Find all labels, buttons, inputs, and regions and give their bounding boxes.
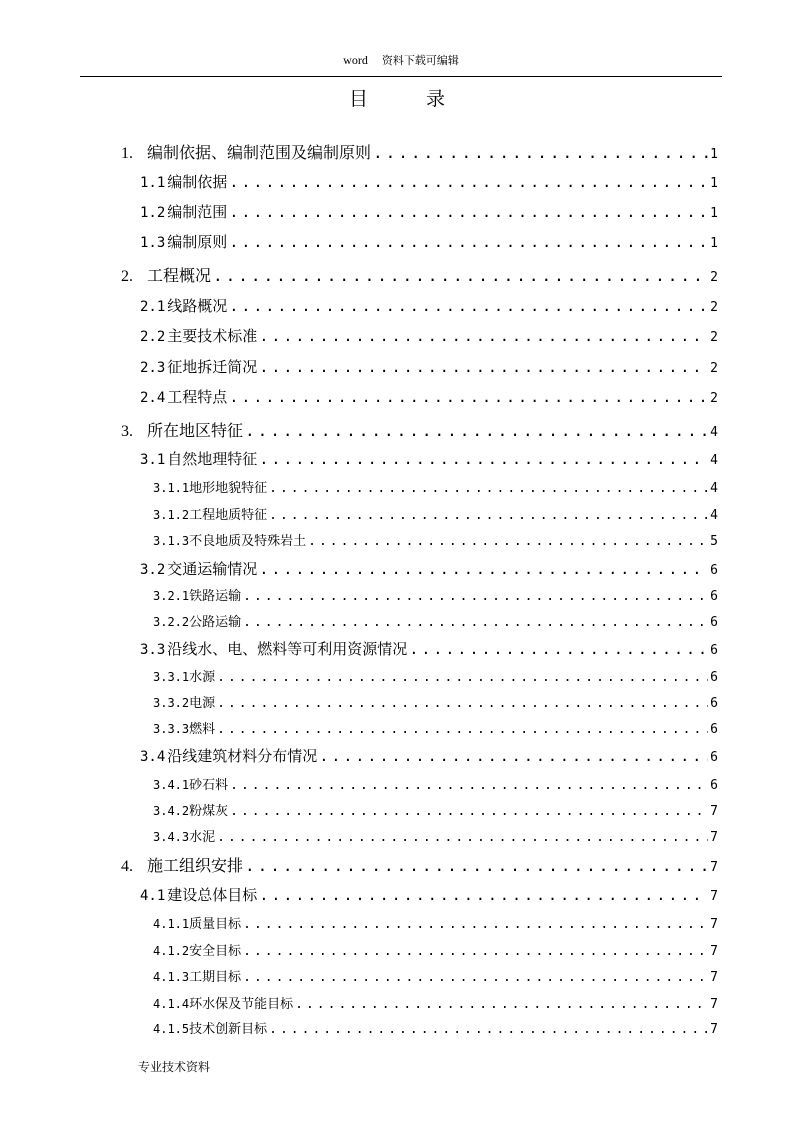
toc-entry-number: 3.4.3 [153, 830, 190, 844]
toc-entry-number: 3.2.2 [153, 615, 190, 629]
toc-entry-number: 2.3 [140, 360, 166, 376]
toc-entry-page: 6 [710, 615, 718, 630]
toc-dot-leader [243, 917, 708, 932]
toc-entry-title: 电源 [189, 696, 216, 711]
toc-entry-number: 3.3.3 [153, 722, 190, 736]
toc-dot-leader [269, 1022, 708, 1037]
toc-entry-label [140, 638, 407, 659]
toc-entry-number: 3.1.2 [153, 508, 190, 522]
toc-entry-title: 技术创新目标 [189, 1022, 268, 1037]
toc-entry-number: 3. [121, 423, 133, 440]
toc-dot-leader [308, 534, 708, 549]
toc-entry-title: 编制依据、编制范围及编制原则 [147, 143, 372, 162]
toc-entry-label [153, 913, 241, 932]
toc-entry-title: 砂石料 [189, 778, 229, 793]
toc-entry[interactable] [140, 295, 718, 316]
toc-dot-leader [243, 615, 708, 630]
toc-dot-leader [217, 722, 708, 737]
toc-entry-page: 6 [710, 670, 718, 685]
toc-entry-title: 燃料 [189, 722, 216, 737]
toc-entry-title: 铁路运输 [189, 589, 242, 604]
toc-entry[interactable] [140, 201, 718, 222]
toc-entry-label [140, 201, 227, 222]
toc-entry-number: 3.1.3 [153, 534, 190, 548]
toc-entry-label [153, 477, 267, 496]
toc-entry-page: 2 [710, 361, 718, 376]
toc-entry[interactable] [153, 585, 718, 604]
toc-entry-title: 地形地貌特征 [189, 481, 268, 496]
toc-entry-page: 7 [710, 889, 718, 904]
toc-entry-title: 建设总体目标 [167, 886, 258, 904]
toc-entry-number: 3.3.2 [153, 696, 190, 710]
toc-entry-number: 4.1.2 [153, 944, 190, 958]
toc-dot-leader [243, 589, 708, 604]
toc-entry-label [153, 504, 267, 523]
toc-entry[interactable] [153, 666, 718, 685]
toc-entry-number: 4.1.4 [153, 997, 190, 1011]
toc-entry-page: 7 [710, 997, 718, 1012]
toc-entry[interactable] [140, 638, 718, 659]
toc-entry-label [140, 884, 257, 905]
toc-entry-title: 工程特点 [167, 388, 228, 406]
toc-entry-page: 4 [710, 508, 718, 523]
toc-entry[interactable] [153, 477, 718, 496]
toc-entry[interactable] [140, 386, 718, 407]
toc-entry-number: 4.1 [140, 888, 166, 904]
toc-entry-label [121, 140, 371, 163]
toc-entry-number: 1.1 [140, 175, 166, 191]
toc-title: 目 录 [348, 88, 472, 110]
toc-entry-label [140, 386, 227, 407]
toc-dot-leader [230, 778, 708, 793]
toc-entry[interactable] [153, 530, 718, 549]
toc-entry-page: 2 [710, 300, 718, 315]
toc-dot-leader [269, 481, 708, 496]
toc-entry[interactable] [140, 171, 718, 192]
toc-entry-title: 所在地区特征 [147, 421, 244, 440]
toc-entry-page: 6 [710, 696, 718, 711]
toc-entry-title: 自然地理特征 [167, 450, 258, 468]
toc-dot-leader [230, 804, 708, 819]
toc-entry-page: 4 [710, 481, 718, 496]
toc-entry-title: 工期目标 [189, 970, 242, 985]
toc-dot-leader [213, 266, 708, 285]
toc-entry-title: 交通运输情况 [167, 560, 258, 578]
toc-entry[interactable] [153, 800, 718, 819]
toc-entry-title: 水源 [189, 670, 216, 685]
toc-entry-label [153, 1018, 267, 1037]
toc-entry[interactable] [153, 940, 718, 959]
toc-dot-leader [229, 173, 708, 191]
toc-entry-label [140, 325, 257, 346]
toc-entry[interactable] [153, 966, 718, 985]
toc-entry-title: 编制原则 [167, 233, 228, 251]
toc-entry-page: 7 [710, 804, 718, 819]
toc-entry[interactable] [153, 611, 718, 630]
toc-entry[interactable] [140, 325, 718, 346]
toc-entry-page: 7 [710, 917, 718, 932]
toc-entry-title: 线路概况 [167, 297, 228, 315]
toc-entry[interactable] [153, 504, 718, 523]
toc-entry[interactable] [153, 774, 718, 793]
toc-dot-leader [217, 830, 708, 845]
toc-entry-label [153, 692, 215, 711]
toc-dot-leader [217, 670, 708, 685]
toc-entry-number: 4.1.1 [153, 917, 190, 931]
toc-entry-page: 6 [710, 722, 718, 737]
toc-entry-title: 环水保及节能目标 [189, 997, 294, 1012]
toc-entry-number: 3.1.1 [153, 481, 190, 495]
toc-dot-leader [409, 640, 708, 658]
toc-entry-page: 7 [710, 970, 718, 985]
toc-entry-label [140, 171, 227, 192]
toc-entry-number: 1.3 [140, 235, 166, 251]
toc-dot-leader [259, 560, 708, 578]
toc-dot-leader [259, 327, 708, 345]
toc-entry-page: 4 [710, 425, 718, 440]
toc-entry[interactable] [140, 231, 718, 252]
toc-entry-label [140, 356, 257, 377]
toc-entry-page: 1 [710, 236, 718, 251]
toc-entry-page: 7 [710, 860, 718, 875]
toc-dot-leader [259, 886, 708, 904]
toc-dot-leader [269, 508, 708, 523]
toc-dot-leader [319, 747, 708, 765]
toc-dot-leader [229, 233, 708, 251]
header-word: word [343, 53, 368, 67]
toc-entry-title: 主要技术标准 [167, 327, 258, 345]
toc-dot-leader [217, 696, 708, 711]
toc-dot-leader [245, 421, 708, 440]
toc-dot-leader [229, 297, 708, 315]
toc-entry-label [153, 826, 215, 845]
toc-entry[interactable] [153, 718, 718, 737]
toc-entry-page: 5 [710, 534, 718, 549]
toc-entry-number: 1.2 [140, 205, 166, 221]
toc-entry[interactable] [140, 745, 718, 766]
toc-entry[interactable] [140, 558, 718, 579]
toc-entry[interactable] [140, 884, 718, 905]
toc-entry-label [121, 263, 211, 286]
toc-entry-title: 工程地质特征 [189, 508, 268, 523]
toc-entry-title: 施工组织安排 [147, 856, 244, 875]
toc-entry[interactable] [121, 263, 718, 286]
toc-dot-leader [243, 970, 708, 985]
header-text: 资料下载可编辑 [381, 54, 459, 67]
toc-entry-page: 6 [710, 643, 718, 658]
toc-entry-title: 水泥 [189, 830, 216, 845]
toc-entry-number: 4.1.5 [153, 1022, 190, 1036]
toc-entry-title: 粉煤灰 [189, 804, 229, 819]
toc-entry-page: 2 [710, 330, 718, 345]
toc-entry[interactable] [140, 356, 718, 377]
toc-entry[interactable] [153, 1018, 718, 1037]
toc-entry-page: 1 [710, 176, 718, 191]
toc-entry-title: 沿线水、电、燃料等可利用资源情况 [167, 640, 408, 658]
toc-entry-number: 4.1.3 [153, 970, 190, 984]
toc-entry-title: 公路运输 [189, 615, 242, 630]
page-footer: 专业技术资料 [138, 1060, 211, 1074]
toc-entry-number: 3.4.2 [153, 804, 190, 818]
toc-entry-page: 6 [710, 589, 718, 604]
toc-entry-label [153, 585, 241, 604]
toc-entry-number: 3.4.1 [153, 778, 190, 792]
toc-dot-leader [373, 143, 708, 162]
toc-dot-leader [243, 944, 708, 959]
toc-entry-label [153, 718, 215, 737]
toc-entry-number: 3.3.1 [153, 670, 190, 684]
toc-dot-leader [295, 997, 708, 1012]
toc-entry-title: 安全目标 [189, 944, 242, 959]
toc-entry-page: 1 [710, 206, 718, 221]
toc-entry-label [153, 774, 228, 793]
toc-entry-title: 征地拆迁简况 [167, 358, 258, 376]
toc-entry[interactable] [153, 692, 718, 711]
toc-entry-label [153, 800, 228, 819]
toc-entry-label [121, 418, 243, 441]
toc-entry-number: 3.1 [140, 452, 166, 468]
toc-entry-number: 3.4 [140, 749, 166, 765]
toc-entry-title: 编制依据 [167, 173, 228, 191]
toc-entry-label [140, 231, 227, 252]
toc-entry-title: 沿线建筑材料分布情况 [167, 747, 318, 765]
toc-entry-page: 7 [710, 830, 718, 845]
toc-entry[interactable] [153, 826, 718, 845]
toc-dot-leader [259, 450, 708, 468]
toc-entry-label [153, 993, 293, 1012]
toc-dot-leader [229, 388, 708, 406]
toc-entry-title: 编制范围 [167, 203, 228, 221]
toc-dot-leader [229, 203, 708, 221]
toc-entry-label [153, 940, 241, 959]
toc-entry-page: 2 [710, 270, 718, 285]
toc-entry-page: 7 [710, 1022, 718, 1037]
toc-entry-label [121, 853, 243, 876]
toc-entry-label [153, 966, 241, 985]
toc-entry-number: 2.1 [140, 299, 166, 315]
toc-entry-label [140, 448, 257, 469]
toc-entry-page: 4 [710, 453, 718, 468]
toc-entry-number: 4. [121, 858, 133, 875]
toc-entry[interactable] [121, 418, 718, 441]
toc-entry-page: 2 [710, 391, 718, 406]
toc-entry-number: 1. [121, 145, 133, 162]
toc-entry-number: 3.2.1 [153, 589, 190, 603]
toc-entry-page: 1 [710, 147, 718, 162]
toc-entry-number: 2.4 [140, 390, 166, 406]
toc-entry-number: 2.2 [140, 329, 166, 345]
toc-entry[interactable] [121, 853, 718, 876]
toc-dot-leader [259, 358, 708, 376]
toc-entry[interactable] [153, 913, 718, 932]
toc-entry-label [140, 558, 257, 579]
toc-entry-title: 不良地质及特殊岩土 [189, 534, 307, 549]
toc-entry-page: 6 [710, 750, 718, 765]
toc-entry-title: 工程概况 [147, 266, 212, 285]
toc-dot-leader [245, 856, 708, 875]
toc-entry-number: 3.3 [140, 642, 166, 658]
toc-entry-label [153, 530, 306, 549]
toc-entry-title: 质量目标 [189, 917, 242, 932]
toc-entry[interactable] [153, 993, 718, 1012]
toc-entry-page: 7 [710, 944, 718, 959]
toc-entry-number: 3.2 [140, 562, 166, 578]
toc-entry-label [140, 745, 317, 766]
toc-entry-page: 6 [710, 563, 718, 578]
toc-entry[interactable] [121, 140, 718, 163]
toc-entry-page: 6 [710, 778, 718, 793]
toc-entry-label [153, 666, 215, 685]
toc-entry-label [140, 295, 227, 316]
toc-entry[interactable] [140, 448, 718, 469]
toc-entry-number: 2. [121, 268, 133, 285]
toc-entry-label [153, 611, 241, 630]
